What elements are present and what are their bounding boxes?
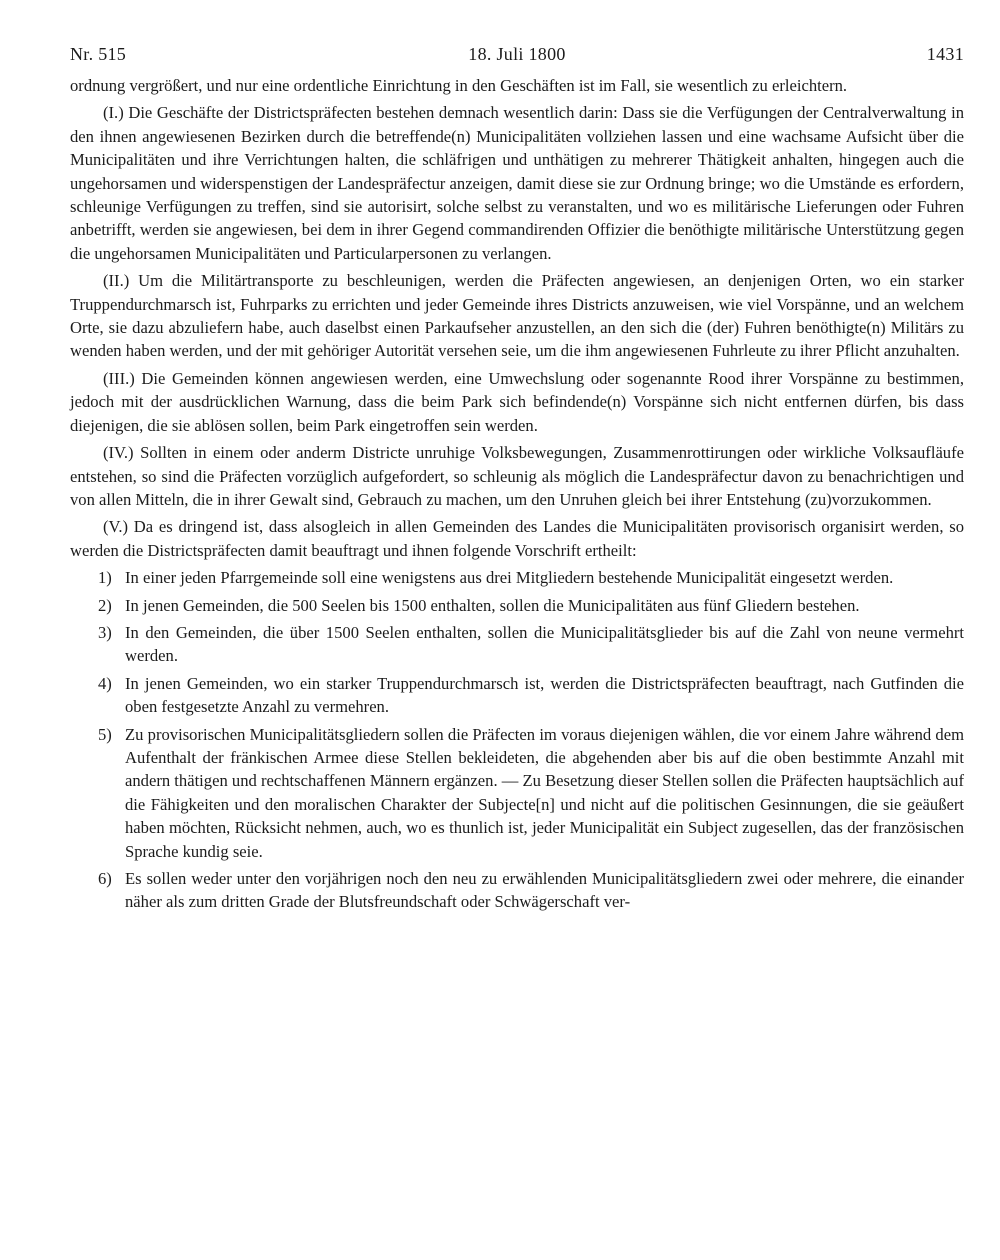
list-item-text: Es sollen weder unter den vorjährigen noch den neu zu erwählenden Municipalitätsgliedern zwei oder mehrere, die einander näher als zum dritten Grade der Blutsfreundschaft oder Schwägerschaft ver-	[125, 869, 964, 912]
paragraph-continuation: ordnung vergrößert, und nur eine ordentliche Einrichtung in den Geschäften ist im Fall, sie wesentlich zu erleichtern.	[70, 76, 848, 95]
document-page	[70, 44, 964, 918]
document-number: Nr. 515	[70, 44, 127, 64]
paragraph-section-5: (V.) Da es dringend ist, dass alsogleich in allen Gemeinden des Landes die Municipalitäten provisorisch organisirt werden, so werden die Districtspräfecten damit beauftragt und ihnen folgende Vorschrift ertheilt:	[70, 517, 964, 560]
list-item	[70, 594, 964, 617]
list-item	[70, 723, 964, 863]
page-number: 1431	[926, 44, 964, 64]
document-date: 18. Juli 1800	[468, 44, 566, 64]
list-item-text: In den Gemeinden, die über 1500 Seelen enthalten, sollen die Municipalitätsglieder bis auf die Zahl von neune vermehrt werden.	[125, 622, 964, 666]
list-item-text: In einer jeden Pfarrgemeinde soll eine wenigstens aus drei Mitgliedern bestehende Municipalität eingesetzt werden.	[125, 568, 894, 588]
list-item	[70, 621, 964, 668]
list-item-number: 5)	[98, 724, 112, 744]
list-item-number: 1)	[98, 568, 112, 588]
list-item-text: In jenen Gemeinden, wo ein starker Truppendurchmarsch ist, werden die Districtspräfecten beauftragt, nach Gutfinden die oben festgesetzte Anzahl zu vermehren.	[125, 673, 964, 717]
paragraph-section-4: (IV.) Sollten in einem oder anderm Districte unruhige Volksbewegungen, Zusammenrottirungen oder wirkliche Volksaufläufe entstehen, so sind die Präfecten vorzüglich aufgefordert, so schleunig als möglich die Landespräfectur davon zu benachrichtigen und von allen Mitteln, die in ihrer Gewalt sind, Gebrauch zu machen, um den Unruhen gleich bei ihrer Entstehung (zu)vorzukommen.	[70, 443, 964, 509]
list-item-number: 2)	[98, 595, 112, 615]
list-item-number: 6)	[98, 869, 112, 888]
list-item	[70, 566, 964, 589]
paragraph-section-2: (II.) Um die Militärtransporte zu beschleunigen, werden die Präfecten angewiesen, an denjenigen Orten, wo ein starker Truppendurchmarsch ist, Fuhrparks zu errichten und jeder Gemeinde ihres Districts anzuweisen, wie viel Vorspänne, und an welchem Orte, sie dazu abzuliefern habe, auch daselbst einen Parkaufseher anzustellen, an den sich die (der) Fuhren benöthigte(n) Militärs zu wenden haben werden, und der mit gehöriger Autorität versehen seie, um die ihm angewiesenen Fuhrleute zu ihrer Pflicht anzuhalten.	[70, 271, 964, 361]
list-item-number: 4)	[98, 673, 112, 693]
list-item	[70, 867, 964, 914]
list-item-text: In jenen Gemeinden, die 500 Seelen bis 1500 enthalten, sollen die Municipalitäten aus fünf Gliedern bestehen.	[125, 595, 860, 615]
document-body	[70, 74, 964, 914]
list-item-number: 3)	[98, 622, 112, 642]
list-item-text: Zu provisorischen Municipalitätsgliedern sollen die Präfecten im voraus diejenigen wählen, die vor einem Jahre während dem Aufenthalt der fränkischen Armee diese Stellen bekleideten, die abgehenden aber bis auf die oben bestimmte Anzahl mit andern thätigen und rechtschaffenen Männern ergänzen. — Zu Besetzung dieser Stellen sollen die Präfecten hauptsächlich auf die Fähigkeiten und den moralischen Charakter der Subjecte[n] und nicht auf die politischen Gesinnungen, die sie geäußert haben möchten, Rücksicht nehmen, auch, wo es thunlich ist, jeder Municipalität ein Subject zugesellen, das der französischen Sprache kundig seie.	[125, 724, 964, 861]
paragraph-section-3: (III.) Die Gemeinden können angewiesen werden, eine Umwechslung oder sogenannte Rood ihrer Vorspänne zu bestimmen, jedoch mit der ausdrücklichen Warnung, dass die beim Park sich befindende(n) Vorspänne sich nicht entfernen dürfen, bis dass diejenigen, die sie ablösen sollen, beim Park eingetroffen sein werden.	[70, 368, 964, 435]
page-header	[70, 44, 964, 74]
list-item	[70, 672, 964, 719]
paragraph-section-1: (I.) Die Geschäfte der Districtspräfecten bestehen demnach wesentlich darin: Dass sie die Verfügungen der Centralverwaltung in den ihnen angewiesenen Bezirken durch die betreffende(n) Municipalitäten vollziehen lassen und eine wachsame Aufsicht über die Municipalitäten und ihre Verrichtungen halten, die schläfrigen und unthätigen zu mehrerer Thätigkeit anhalten, hingegen auch die ungehorsamen und widerspenstigen der Landespräfectur anzeigen, damit diese sie zur Ordnung bringe; wo die Umstände es erfordern, schleunige Verfügungen zu treffen, sind sie autorisirt, solche selbst zu veranstalten, und wo es militärische Lieferungen oder Fuhren anbetrifft, werden sie angewiesen, bei dem in ihrer Gegend commandirenden Offizier die benöthigte militärische Unterstützung gegen die ungehorsamen Municipalitäten und Particularpersonen zu verlangen.	[70, 103, 964, 263]
